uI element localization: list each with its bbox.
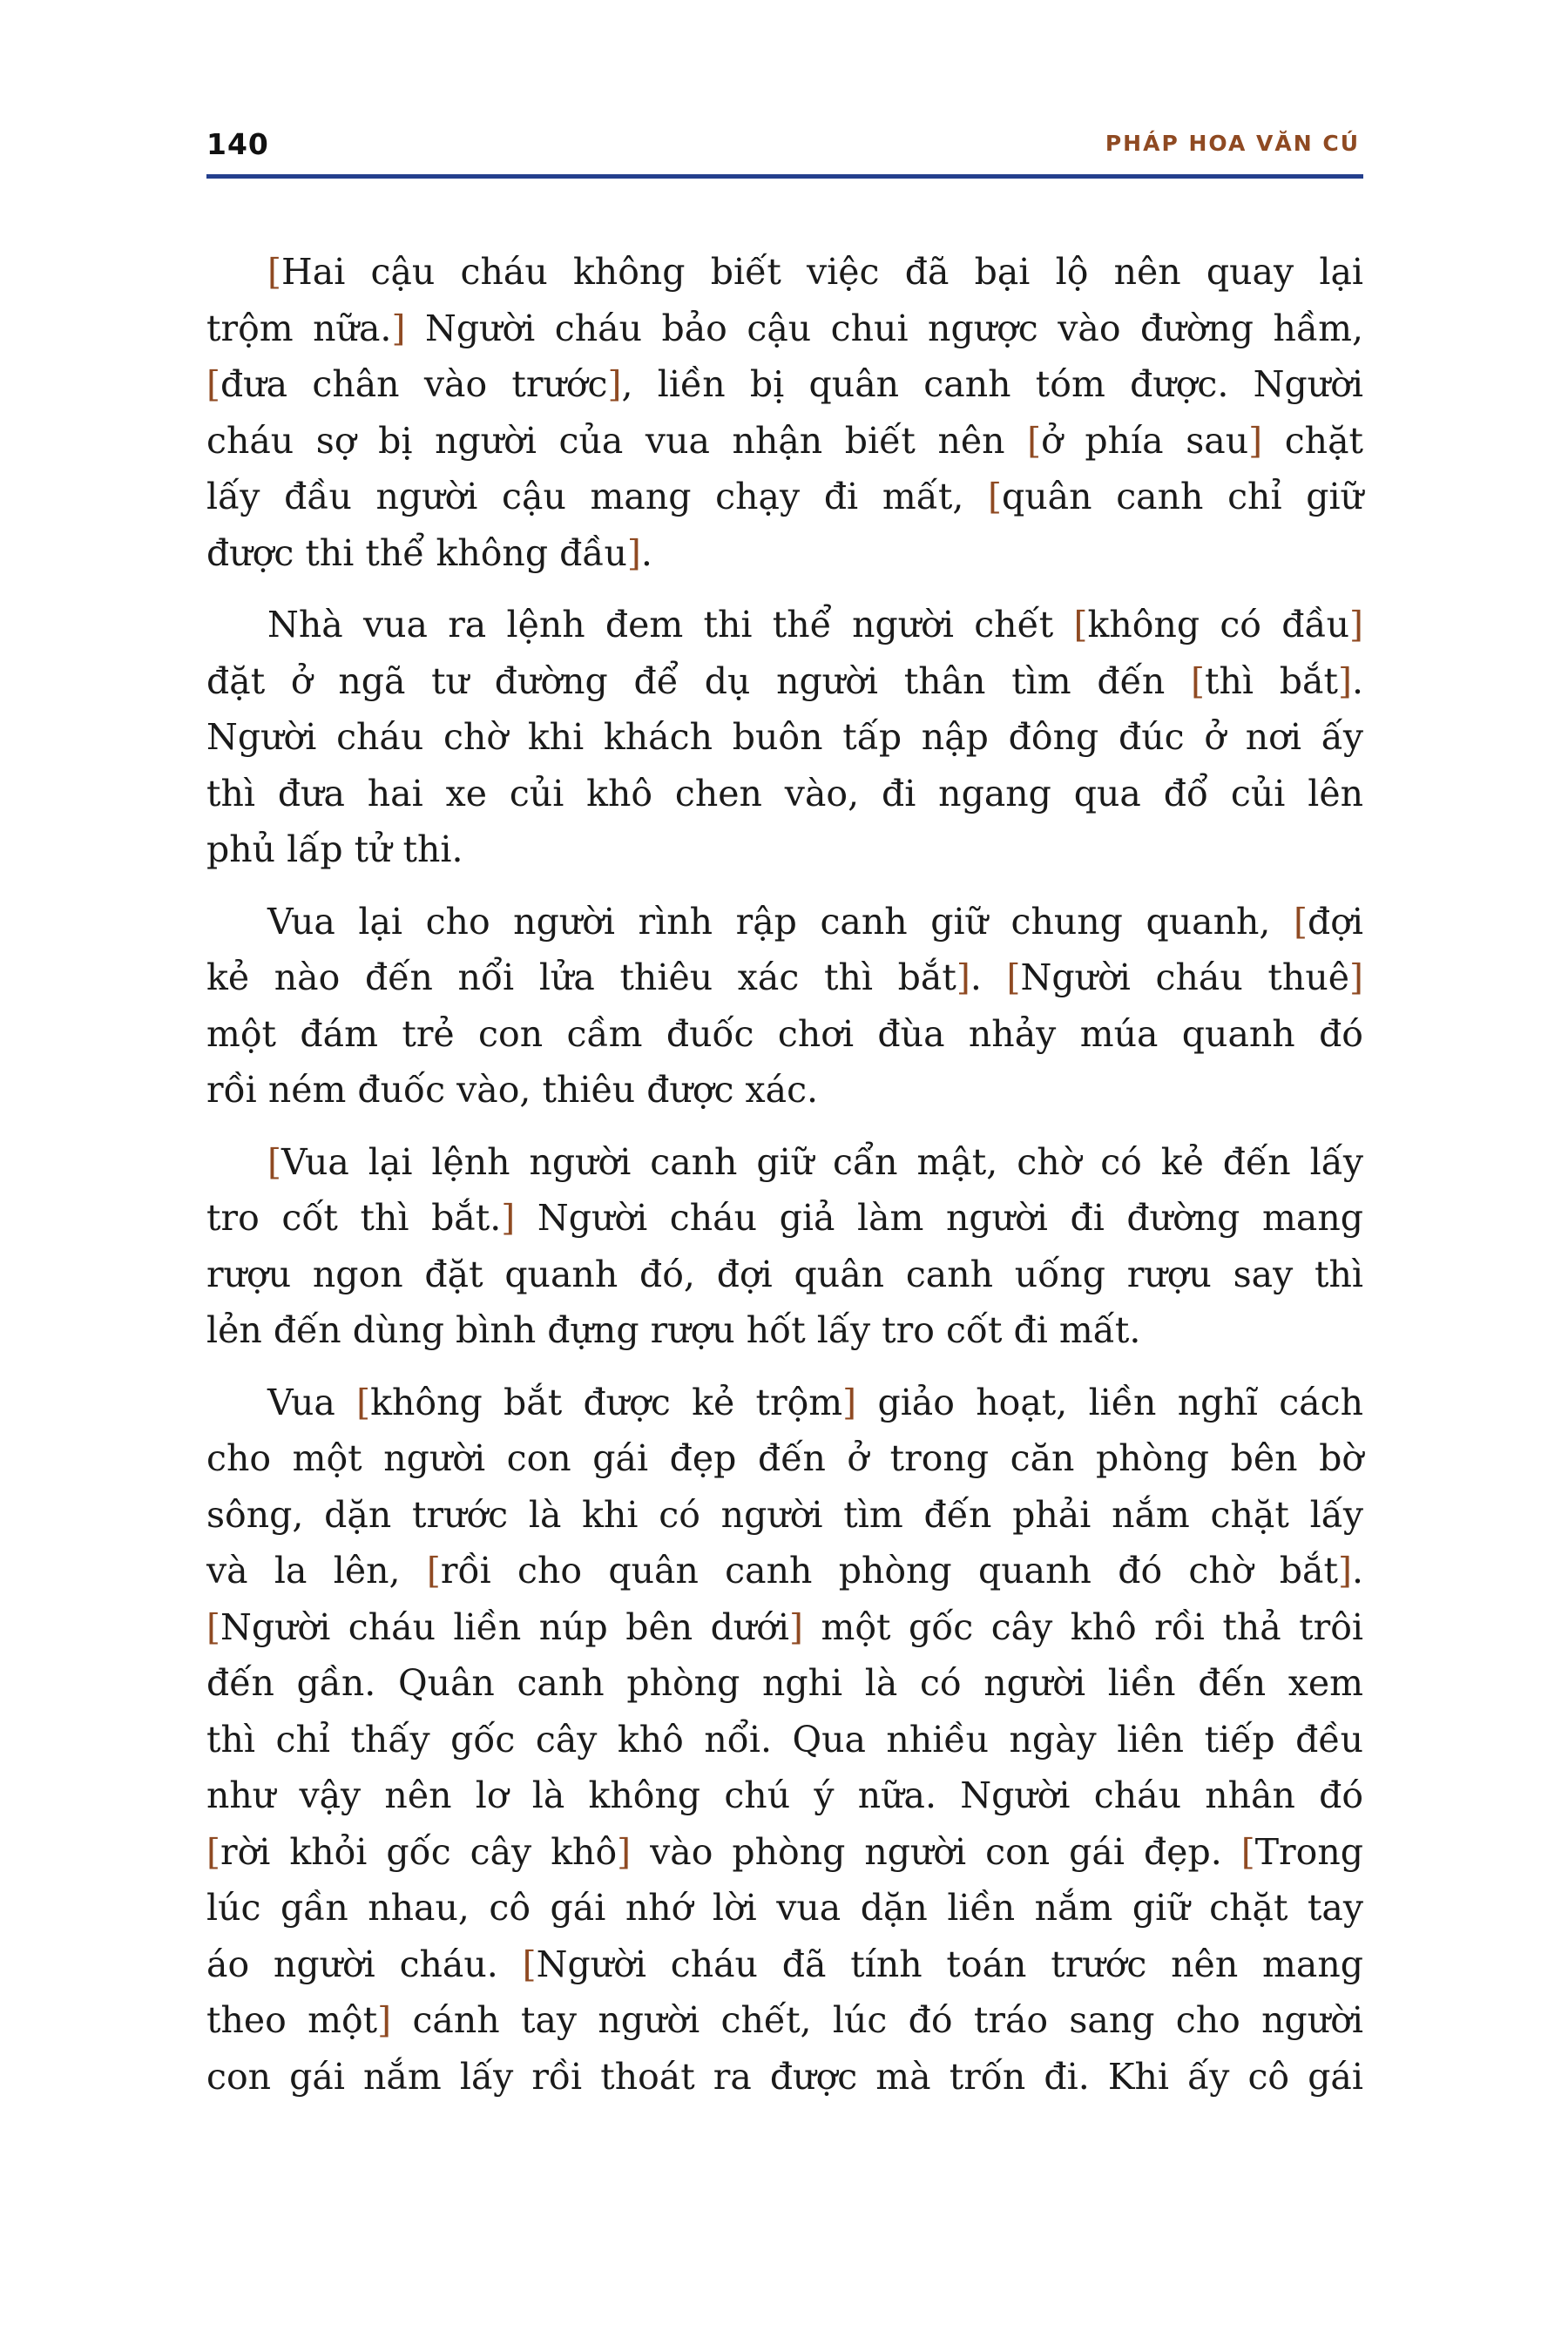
- open-bracket: [: [1027, 419, 1042, 462]
- text-line: sông, dặn trước là khi có người tìm đến phải nắm chặt lấy: [206, 1493, 1363, 1536]
- open-bracket: [: [988, 476, 1003, 517]
- open-bracket: [: [206, 1605, 220, 1648]
- open-bracket: [: [1293, 900, 1308, 943]
- open-bracket: [: [267, 1140, 281, 1183]
- text-line: Vua lại cho người rình rập canh giữ chung quanh, [đợi: [267, 900, 1363, 943]
- text-line: thì đưa hai xe củi khô chen vào, đi ngang qua đổ củi lên: [206, 772, 1363, 814]
- text-line: đến gần. Quân canh phòng nghi là có người liền đến xem: [206, 1662, 1363, 1704]
- close-bracket: ]: [956, 956, 970, 998]
- text-line: [Hai cậu cháu không biết việc đã bại lộ nên quay lại: [267, 251, 1363, 293]
- paragraph: [206, 1375, 1363, 2105]
- text-line: được thi thể không đầu].: [206, 531, 652, 574]
- text-line: phủ lấp tử thi.: [206, 828, 463, 870]
- text-line: [Vua lại lệnh người canh giữ cẩn mật, chờ có kẻ đến lấy: [267, 1140, 1363, 1183]
- text-line: Vua [không bắt được kẻ trộm] giảo hoạt, liền nghĩ cách: [267, 1381, 1363, 1423]
- open-bracket: [: [206, 363, 220, 405]
- close-bracket: ]: [501, 1197, 516, 1239]
- close-bracket: ]: [626, 531, 641, 574]
- paragraph: [206, 597, 1363, 878]
- text-line: cháu sợ bị người của vua nhận biết nên [ở phía sau] chặt: [206, 419, 1363, 462]
- text-line: đặt ở ngã tư đường để dụ người thân tìm đến [thì bắt].: [206, 659, 1363, 702]
- text-line: và la lên, [rồi cho quân canh phòng quanh đó chờ bắt].: [206, 1550, 1364, 1592]
- text-line: theo một] cánh tay người chết, lúc đó tráo sang cho người: [206, 1999, 1363, 2041]
- close-bracket: ]: [1349, 956, 1363, 998]
- open-bracket: [: [1240, 1830, 1255, 1873]
- close-bracket: ]: [377, 1999, 392, 2041]
- close-bracket: ]: [1337, 1550, 1352, 1592]
- text-line: cho một người con gái đẹp đến ở trong căn phòng bên bờ: [206, 1437, 1363, 1479]
- close-bracket: ]: [607, 363, 622, 405]
- close-bracket: ]: [1349, 604, 1363, 645]
- text-line: lấy đầu người cậu mang chạy đi mất, [quân canh chỉ giữ: [206, 476, 1364, 517]
- paragraph: [206, 1134, 1363, 1359]
- header-rule: [206, 174, 1363, 179]
- paragraph: [206, 894, 1363, 1119]
- paragraph: [206, 244, 1363, 581]
- open-bracket: [: [1073, 604, 1088, 645]
- close-bracket: ]: [1248, 419, 1263, 462]
- text-line: một đám trẻ con cầm đuốc chơi đùa nhảy múa quanh đó: [206, 1012, 1363, 1055]
- text-line: tro cốt thì bắt.] Người cháu giả làm người đi đường mang: [206, 1197, 1363, 1239]
- close-bracket: ]: [842, 1381, 857, 1423]
- page-header: [206, 122, 1363, 183]
- text-line: rượu ngon đặt quanh đó, đợi quân canh uống rượu say thì: [206, 1253, 1363, 1295]
- open-bracket: [: [356, 1381, 371, 1423]
- text-line: Nhà vua ra lệnh đem thi thể người chết [không có đầu]: [267, 604, 1363, 645]
- text-line: lẻn đến dùng bình đựng rượu hốt lấy tro cốt đi mất.: [206, 1309, 1141, 1351]
- text-line: như vậy nên lơ là không chú ý nữa. Người cháu nhân đó: [206, 1774, 1363, 1816]
- text-line: [rời khỏi gốc cây khô] vào phòng người con gái đẹp. [Trong: [206, 1830, 1363, 1873]
- close-bracket: ]: [1337, 659, 1352, 702]
- open-bracket: [: [1191, 659, 1206, 702]
- body-text: [206, 244, 1363, 2120]
- open-bracket: [: [206, 1830, 220, 1873]
- text-line: rồi ném đuốc vào, thiêu được xác.: [206, 1069, 819, 1111]
- close-bracket: ]: [617, 1830, 632, 1873]
- text-line: [Người cháu liền núp bên dưới] một gốc cây khô rồi thả trôi: [206, 1605, 1363, 1648]
- open-bracket: [: [522, 1943, 537, 1985]
- running-title: PHÁP HOA VĂN CÚ: [1105, 131, 1360, 156]
- text-line: kẻ nào đến nổi lửa thiêu xác thì bắt]. [Người cháu thuê]: [206, 956, 1363, 998]
- text-line: lúc gần nhau, cô gái nhớ lời vua dặn liền nắm giữ chặt tay: [206, 1887, 1363, 1929]
- page-number: 140: [206, 127, 269, 161]
- text-line: [đưa chân vào trước], liền bị quân canh tóm được. Người: [206, 363, 1363, 405]
- text-line: áo người cháu. [Người cháu đã tính toán trước nên mang: [206, 1943, 1363, 1985]
- text-line: trộm nữa.] Người cháu bảo cậu chui ngược vào đường hầm,: [206, 307, 1363, 349]
- text-line: con gái nắm lấy rồi thoát ra được mà trốn đi. Khi ấy cô gái: [206, 2055, 1363, 2098]
- open-bracket: [: [267, 251, 281, 293]
- open-bracket: [: [1006, 956, 1021, 998]
- open-bracket: [: [426, 1550, 441, 1592]
- close-bracket: ]: [391, 307, 406, 349]
- text-line: thì chỉ thấy gốc cây khô nổi. Qua nhiều ngày liên tiếp đều: [206, 1718, 1363, 1761]
- close-bracket: ]: [789, 1605, 804, 1648]
- text-line: Người cháu chờ khi khách buôn tấp nập đông đúc ở nơi ấy: [206, 716, 1363, 758]
